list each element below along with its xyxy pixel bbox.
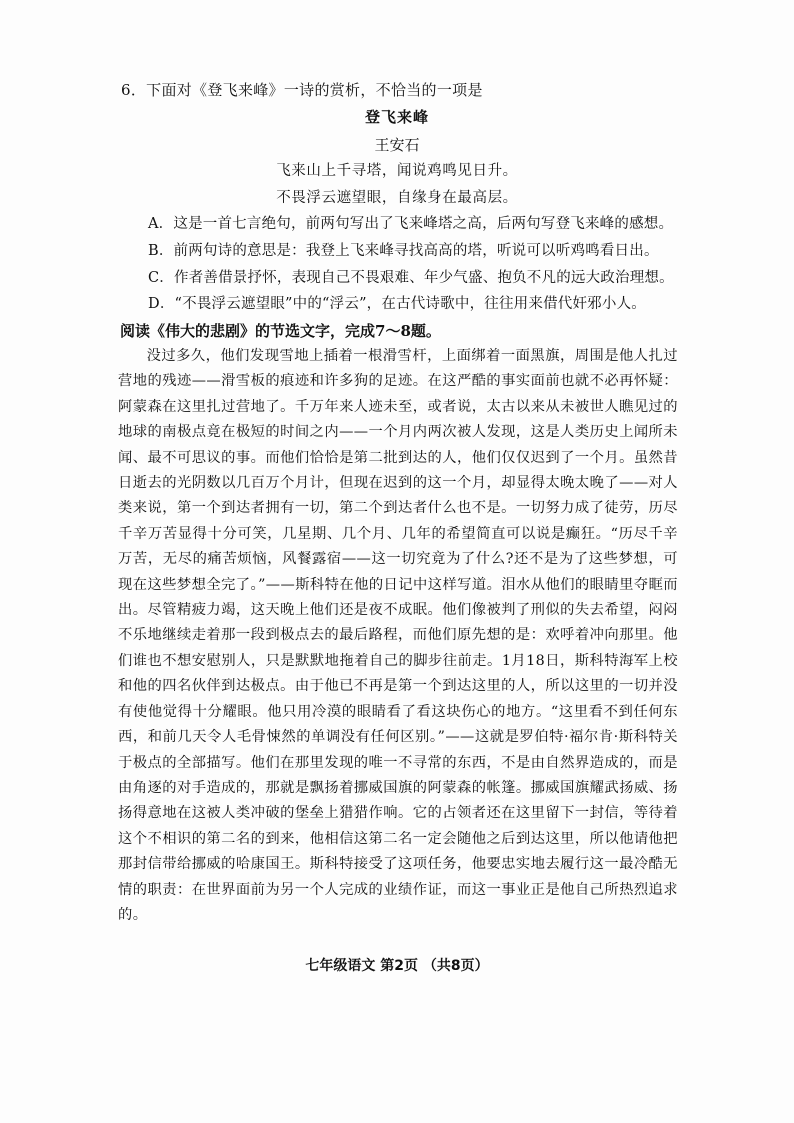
poem-line-2: 不畏浮云遮望眼，自缘身在最高层。 (276, 190, 518, 206)
option-a: A．这是一首七言绝句，前两句写出了飞来峰塔之高，后两句写登飞来峰的感想。 (148, 216, 674, 232)
question-6-stem: 6．下面对《登飞来峰》一诗的赏析，不恰当的一项是 (121, 81, 483, 99)
option-b: B．前两句诗的意思是：我登上飞来峰寻找高高的塔，听说可以听鸡鸣看日出。 (148, 243, 659, 259)
poem-author: 王安石 (374, 136, 420, 154)
reading-heading: 阅读《伟大的悲剧》的节选文字，完成7～8题。 (120, 322, 441, 340)
reading-passage: 没过多久，他们发现雪地上插着一根滑雪杆，上面绑着一面黑旗，周围是他人扎过营地的残迹——滑雪板的痕迹和许多狗的足迹。在这严酷的事实面前也就不必再怀疑：阿蒙森在这里扎过营地了。千万年来人迹未至，或者说，太古以来从未被世人瞧见过的地球的南极点竟在极短的时间之内——一个月内两次被人发现，这是人类历史上闻所未闻、最不可思议的事。而他们恰恰是第二批到达的人，他们仅仅迟到了一个月。虽然昔日逝去的光阴数以几百万个月计，但现在迟到的这一个月，却显得太晚太晚了——对人类来说，第一个到达者拥有一切，第二个到达者什么也不是。一切努力成了徒劳，历尽千辛万苦显得十分可笑，几星期、几个月、几年的希望简直可以说是癫狂。“历尽千辛万苦，无尽的痛苦烦恼，风餐露宿——这一切究竟为了什么?还不是为了这些梦想，可现在这些梦想全完了。”——斯科特在他的日记中这样写道。泪水从他们的眼睛里夺眶而出。尽管精疲力竭，这天晚上他们还是夜不成眠。他们像被判了刑似的失去希望，闷闷不乐地继续走着那一段到极点去的最后路程，而他们原先想的是：欢呼着冲向那里。他们谁也不想安慰别人，只是默默地拖着自己的脚步往前走。1月18日，斯科特海军上校和他的四名伙伴到达极点。由于他已不再是第一个到达这里的人，所以这里的一切并没有使他觉得十分耀眼。他只用冷漠的眼睛看了看这块伤心的地方。“这里看不到任何东西，和前几天令人毛骨悚然的单调没有任何区别。”——这就是罗伯特·福尔肯·斯科特关于极点的全部描写。他们在那里发现的唯一不寻常的东西，不是由自然界造成的，而是由角逐的对手造成的，那就是飘扬着挪威国旗的阿蒙森的帐篷。挪威国旗耀武扬威、扬扬得意地在这被人类冲破的堡垒上猎猎作响。它的占领者还在这里留下一封信，等待着这个不相识的第二名的到来，他相信这第二名一定会随他之后到达这里，所以他请他把那封信带给挪威的哈康国王。斯科特接受了这项任务，他要忠实地去履行这一最冷酷无情的职责：在世界面前为另一个人完成的业绩作证，而这一事业正是他自己所热烈追求的。 (118, 348, 678, 923)
option-c: C．作者善借景抒怀，表现自己不畏艰难、年少气盛、抱负不凡的远大政治理想。 (148, 270, 674, 286)
poem-line-1: 飞来山上千寻塔，闻说鸡鸣见日升。 (276, 163, 518, 179)
page-footer: 七年级语文 第2页 （共8页） (305, 958, 489, 974)
option-d: D．“不畏浮云遮望眼”中的“浮云”，在古代诗歌中，往往用来借代奸邪小人。 (148, 296, 646, 312)
poem-title: 登飞来峰 (364, 108, 429, 126)
